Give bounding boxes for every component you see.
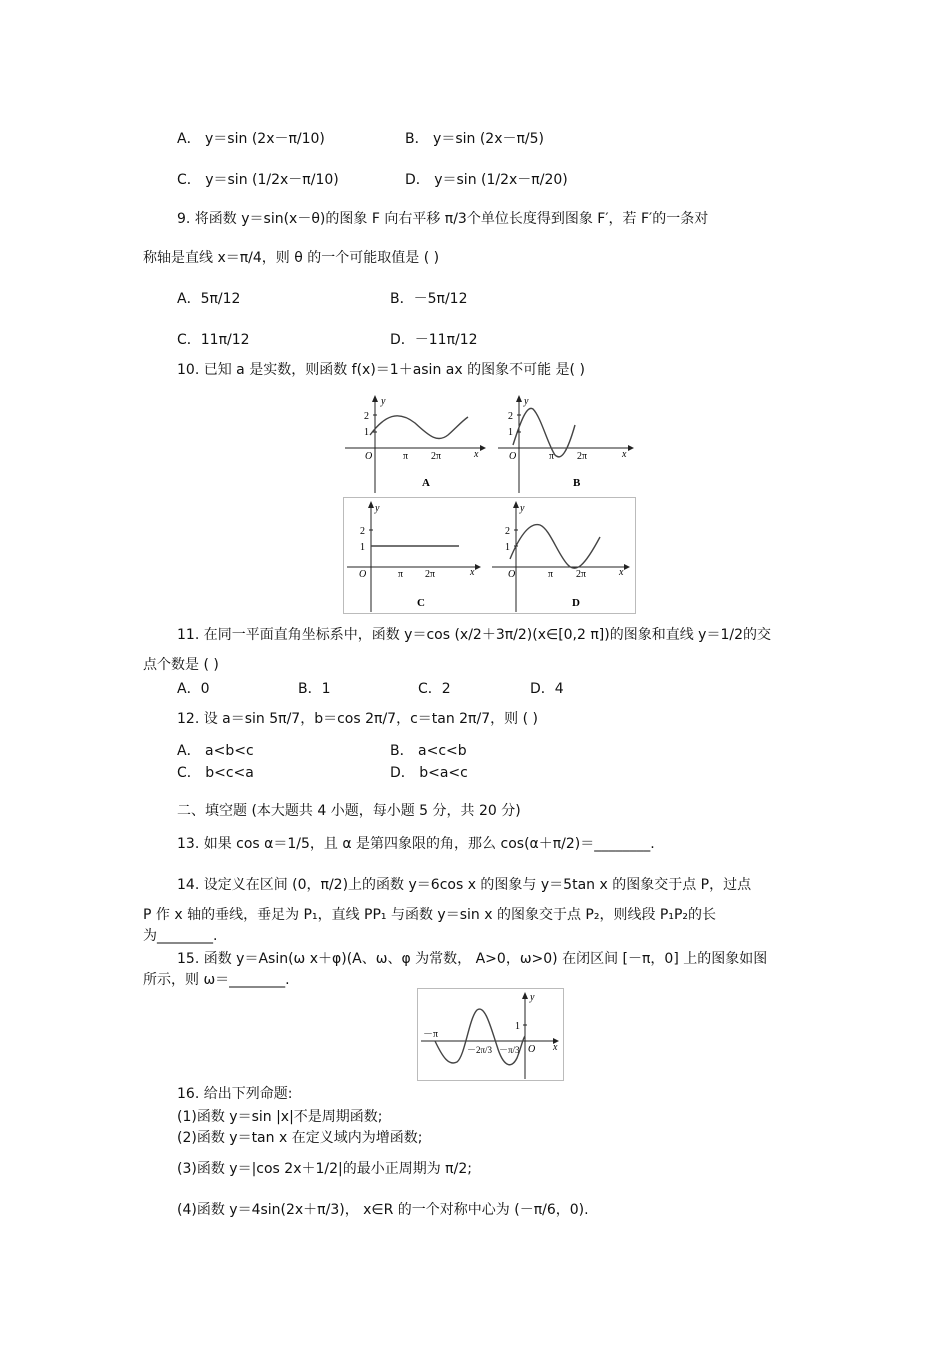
q16-prop-1: (1)函数 y＝sin |x|不是周期函数; bbox=[177, 1109, 383, 1125]
q9-stem-line1: 9. 将函数 y＝sin(x－θ)的图象 F 向右平移 π/3个单位长度得到图象 F′，若 F′的一条对 bbox=[177, 211, 709, 227]
q10-b-label-pi: π bbox=[549, 451, 555, 462]
q11-stem-line1: 11. 在同一平面直角坐标系中，函数 y＝cos (x/2＋3π/2)(x∈[0,2 π])的图象和直线 y＝1/2的交 bbox=[177, 627, 771, 643]
q10-d-caption: D bbox=[572, 597, 580, 609]
q14-stem-line1: 14. 设定义在区间 (0，π/2)上的函数 y＝6cos x 的图象与 y＝5tan x 的图象交于点 P，过点 bbox=[177, 877, 752, 893]
q8-option-b: B． y＝sin (2x－π/5) bbox=[405, 131, 545, 147]
q16-stem: 16. 给出下列命题: bbox=[177, 1086, 293, 1102]
q10-a-label-x: x bbox=[474, 449, 479, 460]
q10-graph-a bbox=[340, 395, 490, 495]
q10-c-caption: C bbox=[417, 597, 425, 609]
q10-a-label-2pi: 2π bbox=[431, 451, 442, 462]
q10-d-label-2: 2 bbox=[505, 526, 510, 537]
q10-graph-b bbox=[493, 395, 638, 495]
q11-stem-line2: 点个数是 ( ) bbox=[143, 657, 219, 673]
q15-label-neg-pi-3: －π/3 bbox=[499, 1045, 520, 1055]
q15-stem-line1: 15. 函数 y＝Asin(ω x＋φ)(A、ω、φ 为常数， A>0，ω>0) 在闭区间 [－π，0] 上的图象如图 bbox=[177, 951, 768, 967]
q12-stem: 12. 设 a＝sin 5π/7，b＝cos 2π/7，c＝tan 2π/7，则 ( ) bbox=[177, 711, 538, 727]
q9-option-b: B．－5π/12 bbox=[390, 291, 468, 307]
q15-label-1: 1 bbox=[515, 1021, 520, 1032]
q15-label-y: y bbox=[530, 992, 535, 1003]
q10-c-label-2: 2 bbox=[360, 526, 365, 537]
q16-prop-4: (4)函数 y＝4sin(2x＋π/3)， x∈R 的一个对称中心为 (－π/6，0). bbox=[177, 1202, 589, 1218]
q10-c-label-x: x bbox=[470, 567, 475, 578]
q10-d-label-o: O bbox=[508, 569, 516, 580]
q14-stem-line2: P 作 x 轴的垂线，垂足为 P₁，直线 PP₁ 与函数 y＝sin x 的图象交于点 P₂，则线段 P₁P₂的长 bbox=[143, 907, 717, 923]
q15-stem-line2: 所示，则 ω＝________. bbox=[143, 972, 290, 988]
q16-prop-3: (3)函数 y＝|cos 2x＋1/2|的最小正周期为 π/2; bbox=[177, 1161, 472, 1177]
q10-b-caption: B bbox=[573, 477, 581, 489]
q15-label-o: O bbox=[528, 1044, 536, 1055]
q10-b-label-2pi: 2π bbox=[577, 451, 588, 462]
q16-prop-2: (2)函数 y＝tan x 在定义域内为增函数; bbox=[177, 1130, 423, 1146]
q10-a-label-o: O bbox=[365, 451, 373, 462]
q9-option-c: C．11π/12 bbox=[177, 332, 250, 348]
section2-heading: 二、填空题 (本大题共 4 小题，每小题 5 分，共 20 分) bbox=[177, 803, 521, 819]
q12-option-a: A． a<b<c bbox=[177, 743, 254, 759]
q10-c-label-y: y bbox=[375, 503, 380, 514]
q10-a-label-1: 1 bbox=[364, 427, 369, 438]
q12-option-b: B． a<c<b bbox=[390, 743, 467, 759]
q10-a-label-pi: π bbox=[403, 451, 409, 462]
q15-label-neg-2pi-3: －2π/3 bbox=[467, 1045, 493, 1055]
q15-label-x: x bbox=[553, 1042, 558, 1053]
q10-c-label-1: 1 bbox=[360, 542, 365, 553]
q10-b-label-y: y bbox=[524, 396, 529, 407]
q10-d-label-x: x bbox=[619, 567, 624, 578]
q10-b-label-2: 2 bbox=[508, 411, 513, 422]
q10-d-label-y: y bbox=[520, 503, 525, 514]
q12-option-d: D． b<a<c bbox=[390, 765, 468, 781]
q10-a-caption: A bbox=[422, 477, 430, 489]
q10-d-label-pi: π bbox=[548, 569, 554, 580]
q8-option-c: C． y＝sin (1/2x－π/10) bbox=[177, 172, 339, 188]
q10-graph-d bbox=[488, 497, 636, 614]
q10-d-label-1: 1 bbox=[505, 542, 510, 553]
q11-option-d: D．4 bbox=[530, 681, 564, 697]
q10-b-label-o: O bbox=[509, 451, 517, 462]
q10-a-label-2: 2 bbox=[364, 411, 369, 422]
q15-label-neg-pi: －π bbox=[423, 1029, 439, 1040]
q10-a-label-y: y bbox=[381, 396, 386, 407]
q8-option-d: D． y＝sin (1/2x－π/20) bbox=[405, 172, 568, 188]
q9-option-d: D．－11π/12 bbox=[390, 332, 478, 348]
q13-stem: 13. 如果 cos α＝1/5，且 α 是第四象限的角，那么 cos(α＋π/2)＝________. bbox=[177, 836, 655, 852]
q12-option-c: C． b<c<a bbox=[177, 765, 254, 781]
q8-option-a: A． y＝sin (2x－π/10) bbox=[177, 131, 325, 147]
q9-option-a: A．5π/12 bbox=[177, 291, 241, 307]
q15-graph bbox=[417, 988, 564, 1081]
q10-d-label-2pi: 2π bbox=[576, 569, 587, 580]
q10-c-label-o: O bbox=[359, 569, 367, 580]
q11-option-c: C．2 bbox=[418, 681, 451, 697]
q10-c-label-pi: π bbox=[398, 569, 404, 580]
q9-stem-line2: 称轴是直线 x＝π/4，则 θ 的一个可能取值是 ( ) bbox=[143, 250, 440, 266]
q10-b-label-1: 1 bbox=[508, 427, 513, 438]
q11-option-a: A．0 bbox=[177, 681, 210, 697]
q10-c-label-2pi: 2π bbox=[425, 569, 436, 580]
q10-graph-c bbox=[343, 497, 488, 614]
q11-option-b: B．1 bbox=[298, 681, 331, 697]
q10-b-label-x: x bbox=[622, 449, 627, 460]
q14-stem-line3: 为________. bbox=[143, 928, 218, 944]
q10-stem: 10. 已知 a 是实数，则函数 f(x)＝1＋asin ax 的图象不可能 是( ) bbox=[177, 362, 585, 378]
